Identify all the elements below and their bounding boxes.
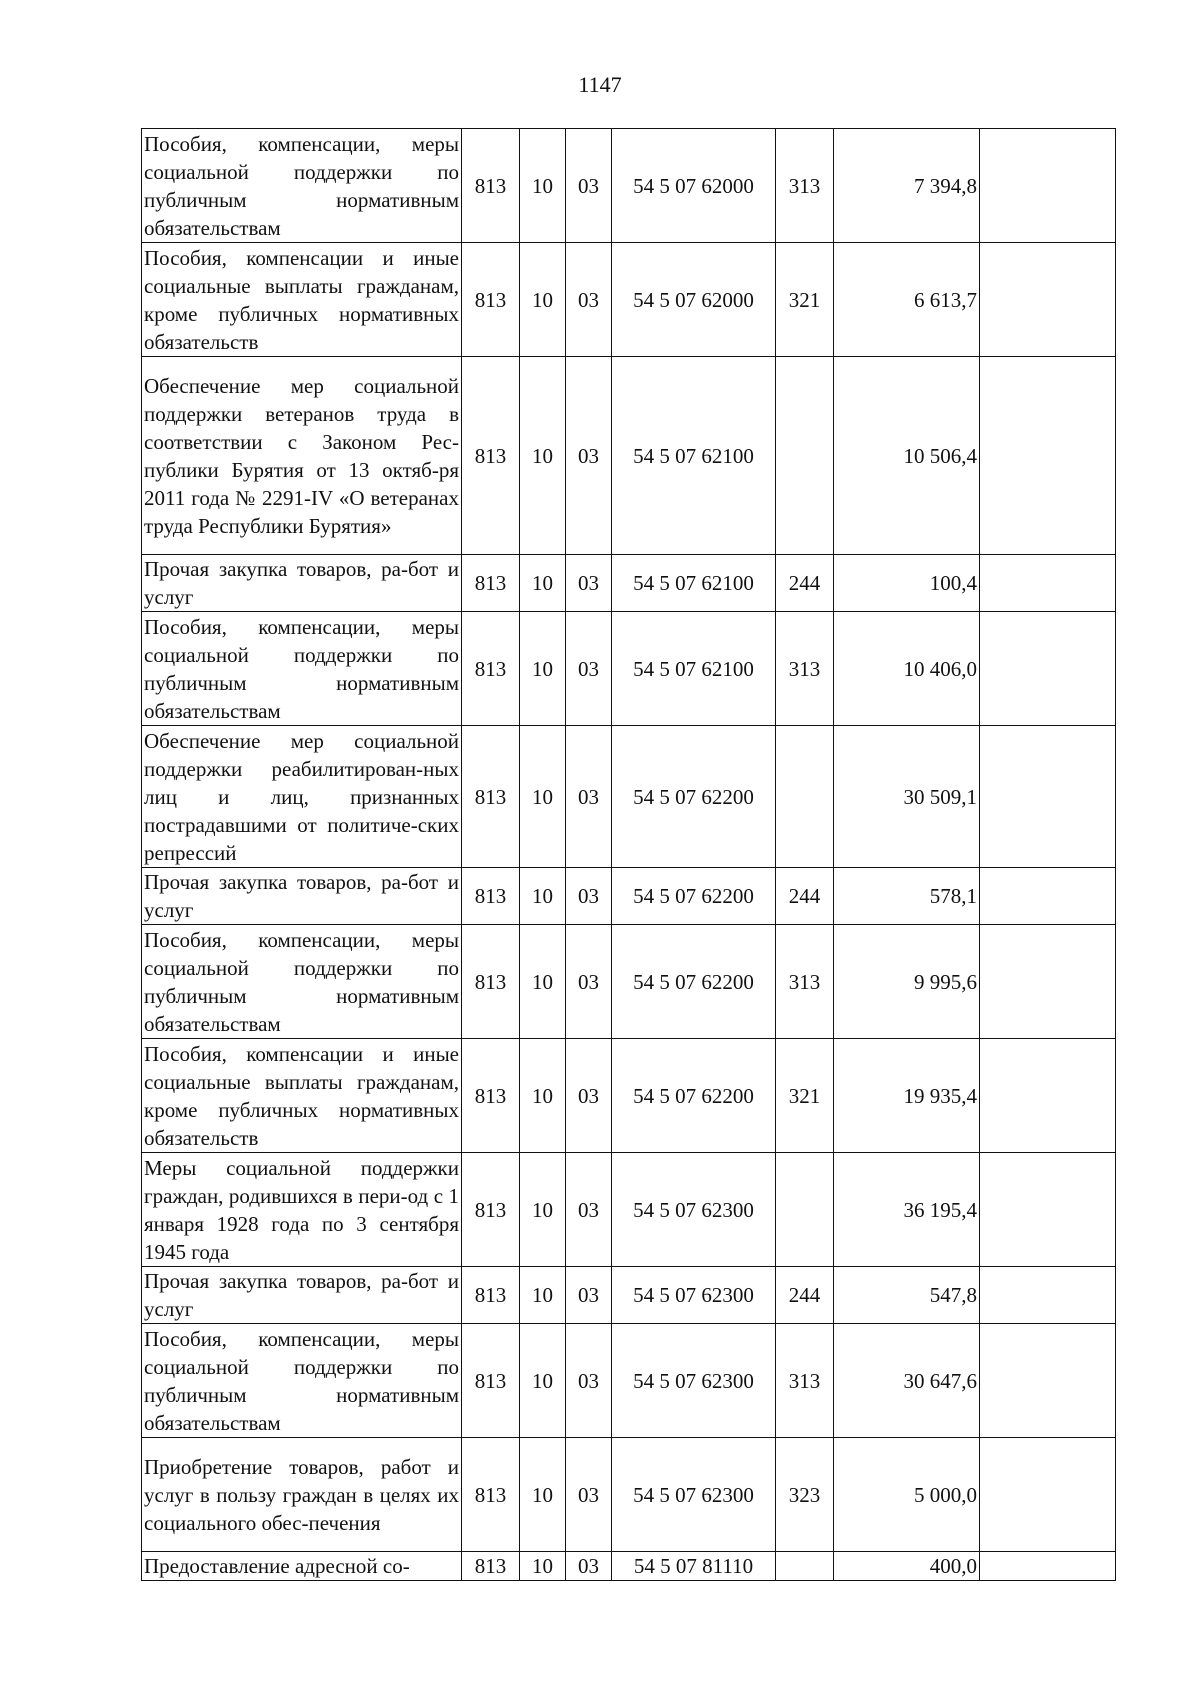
ministry-code: 813 <box>462 1039 520 1153</box>
amount: 10 406,0 <box>834 612 980 726</box>
table-row <box>142 1039 1116 1153</box>
table-row <box>142 868 1116 925</box>
target-article-code: 54 5 07 62300 <box>612 1324 776 1438</box>
expense-type-code <box>776 1552 834 1581</box>
page-number: 1147 <box>578 72 622 97</box>
ministry-code: 813 <box>462 1153 520 1267</box>
row-label: Пособия, компенсации и иные социальные выплаты гражданам, кроме публичных нормативных обязательств <box>142 1039 462 1153</box>
subsection-code: 03 <box>566 612 612 726</box>
subsection-code: 03 <box>566 868 612 925</box>
target-article-code: 54 5 07 81110 <box>612 1552 776 1581</box>
expense-type-code: 321 <box>776 243 834 357</box>
row-label: Предоставление адресной со- <box>142 1552 462 1581</box>
target-article-code: 54 5 07 62000 <box>612 129 776 243</box>
empty-cell <box>980 612 1116 726</box>
amount: 36 195,4 <box>834 1153 980 1267</box>
expense-type-code: 244 <box>776 868 834 925</box>
subsection-code: 03 <box>566 925 612 1039</box>
target-article-code: 54 5 07 62100 <box>612 357 776 555</box>
table-row <box>142 1153 1116 1267</box>
ministry-code: 813 <box>462 1438 520 1552</box>
expense-type-code: 313 <box>776 925 834 1039</box>
row-label: Обеспечение мер социальной поддержки реабилитирован-ных лиц и лиц, признанных пострадавшими от политиче-ских репрессий <box>142 726 462 868</box>
empty-cell <box>980 243 1116 357</box>
row-label: Прочая закупка товаров, ра-бот и услуг <box>142 868 462 925</box>
empty-cell <box>980 1039 1116 1153</box>
empty-cell <box>980 1324 1116 1438</box>
target-article-code: 54 5 07 62300 <box>612 1438 776 1552</box>
ministry-code: 813 <box>462 357 520 555</box>
ministry-code: 813 <box>462 726 520 868</box>
section-code: 10 <box>520 243 566 357</box>
subsection-code: 03 <box>566 1039 612 1153</box>
empty-cell <box>980 357 1116 555</box>
empty-cell <box>980 1552 1116 1581</box>
empty-cell <box>980 129 1116 243</box>
amount: 578,1 <box>834 868 980 925</box>
subsection-code: 03 <box>566 129 612 243</box>
empty-cell <box>980 868 1116 925</box>
row-label: Прочая закупка товаров, ра-бот и услуг <box>142 1267 462 1324</box>
amount: 6 613,7 <box>834 243 980 357</box>
target-article-code: 54 5 07 62000 <box>612 243 776 357</box>
table-row <box>142 555 1116 612</box>
section-code: 10 <box>520 1438 566 1552</box>
amount: 5 000,0 <box>834 1438 980 1552</box>
subsection-code: 03 <box>566 555 612 612</box>
table-row <box>142 1438 1116 1552</box>
table-row <box>142 612 1116 726</box>
row-label: Пособия, компенсации и иные социальные выплаты гражданам, кроме публичных нормативных обязательств <box>142 243 462 357</box>
table-row <box>142 1324 1116 1438</box>
target-article-code: 54 5 07 62200 <box>612 726 776 868</box>
empty-cell <box>980 1153 1116 1267</box>
row-label: Меры социальной поддержки граждан, родившихся в пери-од с 1 января 1928 года по 3 сентября 1945 года <box>142 1153 462 1267</box>
amount: 400,0 <box>834 1552 980 1581</box>
section-code: 10 <box>520 925 566 1039</box>
ministry-code: 813 <box>462 1552 520 1581</box>
table-body <box>142 129 1116 1581</box>
subsection-code: 03 <box>566 726 612 868</box>
section-code: 10 <box>520 1039 566 1153</box>
expense-type-code <box>776 726 834 868</box>
section-code: 10 <box>520 129 566 243</box>
empty-cell <box>980 925 1116 1039</box>
row-label: Приобретение товаров, работ и услуг в пользу граждан в целях их социального обес-печения <box>142 1438 462 1552</box>
amount: 547,8 <box>834 1267 980 1324</box>
empty-cell <box>980 726 1116 868</box>
section-code: 10 <box>520 1267 566 1324</box>
ministry-code: 813 <box>462 868 520 925</box>
target-article-code: 54 5 07 62100 <box>612 555 776 612</box>
amount: 9 995,6 <box>834 925 980 1039</box>
row-label: Прочая закупка товаров, ра-бот и услуг <box>142 555 462 612</box>
row-label: Обеспечение мер социальной поддержки ветеранов труда в соответствии с Законом Рес-публики Бурятия от 13 октяб-ря 2011 года № 2291-IV «О ветеранах труда Республики Бурятия» <box>142 357 462 555</box>
subsection-code: 03 <box>566 1324 612 1438</box>
section-code: 10 <box>520 1324 566 1438</box>
table-row <box>142 925 1116 1039</box>
section-code: 10 <box>520 1552 566 1581</box>
empty-cell <box>980 1267 1116 1324</box>
table-row <box>142 129 1116 243</box>
target-article-code: 54 5 07 62300 <box>612 1153 776 1267</box>
expense-type-code: 244 <box>776 1267 834 1324</box>
subsection-code: 03 <box>566 1267 612 1324</box>
expense-type-code: 313 <box>776 129 834 243</box>
amount: 10 506,4 <box>834 357 980 555</box>
section-code: 10 <box>520 726 566 868</box>
expense-type-code: 321 <box>776 1039 834 1153</box>
expense-type-code <box>776 1153 834 1267</box>
section-code: 10 <box>520 357 566 555</box>
section-code: 10 <box>520 612 566 726</box>
expense-type-code: 323 <box>776 1438 834 1552</box>
ministry-code: 813 <box>462 1267 520 1324</box>
amount: 30 647,6 <box>834 1324 980 1438</box>
row-label: Пособия, компенсации, меры социальной поддержки по публичным нормативным обязательствам <box>142 612 462 726</box>
table-row <box>142 243 1116 357</box>
table-row <box>142 357 1116 555</box>
subsection-code: 03 <box>566 1438 612 1552</box>
subsection-code: 03 <box>566 1153 612 1267</box>
budget-table <box>141 128 1116 1581</box>
expense-type-code <box>776 357 834 555</box>
table-row <box>142 726 1116 868</box>
amount: 7 394,8 <box>834 129 980 243</box>
section-code: 10 <box>520 555 566 612</box>
section-code: 10 <box>520 868 566 925</box>
ministry-code: 813 <box>462 243 520 357</box>
ministry-code: 813 <box>462 555 520 612</box>
table-row <box>142 1552 1116 1581</box>
section-code: 10 <box>520 1153 566 1267</box>
amount: 19 935,4 <box>834 1039 980 1153</box>
ministry-code: 813 <box>462 1324 520 1438</box>
row-label: Пособия, компенсации, меры социальной поддержки по публичным нормативным обязательствам <box>142 925 462 1039</box>
ministry-code: 813 <box>462 612 520 726</box>
row-label: Пособия, компенсации, меры социальной поддержки по публичным нормативным обязательствам <box>142 1324 462 1438</box>
empty-cell <box>980 555 1116 612</box>
expense-type-code: 313 <box>776 612 834 726</box>
target-article-code: 54 5 07 62200 <box>612 1039 776 1153</box>
subsection-code: 03 <box>566 243 612 357</box>
ministry-code: 813 <box>462 129 520 243</box>
amount: 30 509,1 <box>834 726 980 868</box>
target-article-code: 54 5 07 62100 <box>612 612 776 726</box>
target-article-code: 54 5 07 62200 <box>612 868 776 925</box>
row-label: Пособия, компенсации, меры социальной поддержки по публичным нормативным обязательствам <box>142 129 462 243</box>
expense-type-code: 244 <box>776 555 834 612</box>
target-article-code: 54 5 07 62300 <box>612 1267 776 1324</box>
target-article-code: 54 5 07 62200 <box>612 925 776 1039</box>
table-row <box>142 1267 1116 1324</box>
expense-type-code: 313 <box>776 1324 834 1438</box>
subsection-code: 03 <box>566 357 612 555</box>
amount: 100,4 <box>834 555 980 612</box>
subsection-code: 03 <box>566 1552 612 1581</box>
ministry-code: 813 <box>462 925 520 1039</box>
empty-cell <box>980 1438 1116 1552</box>
